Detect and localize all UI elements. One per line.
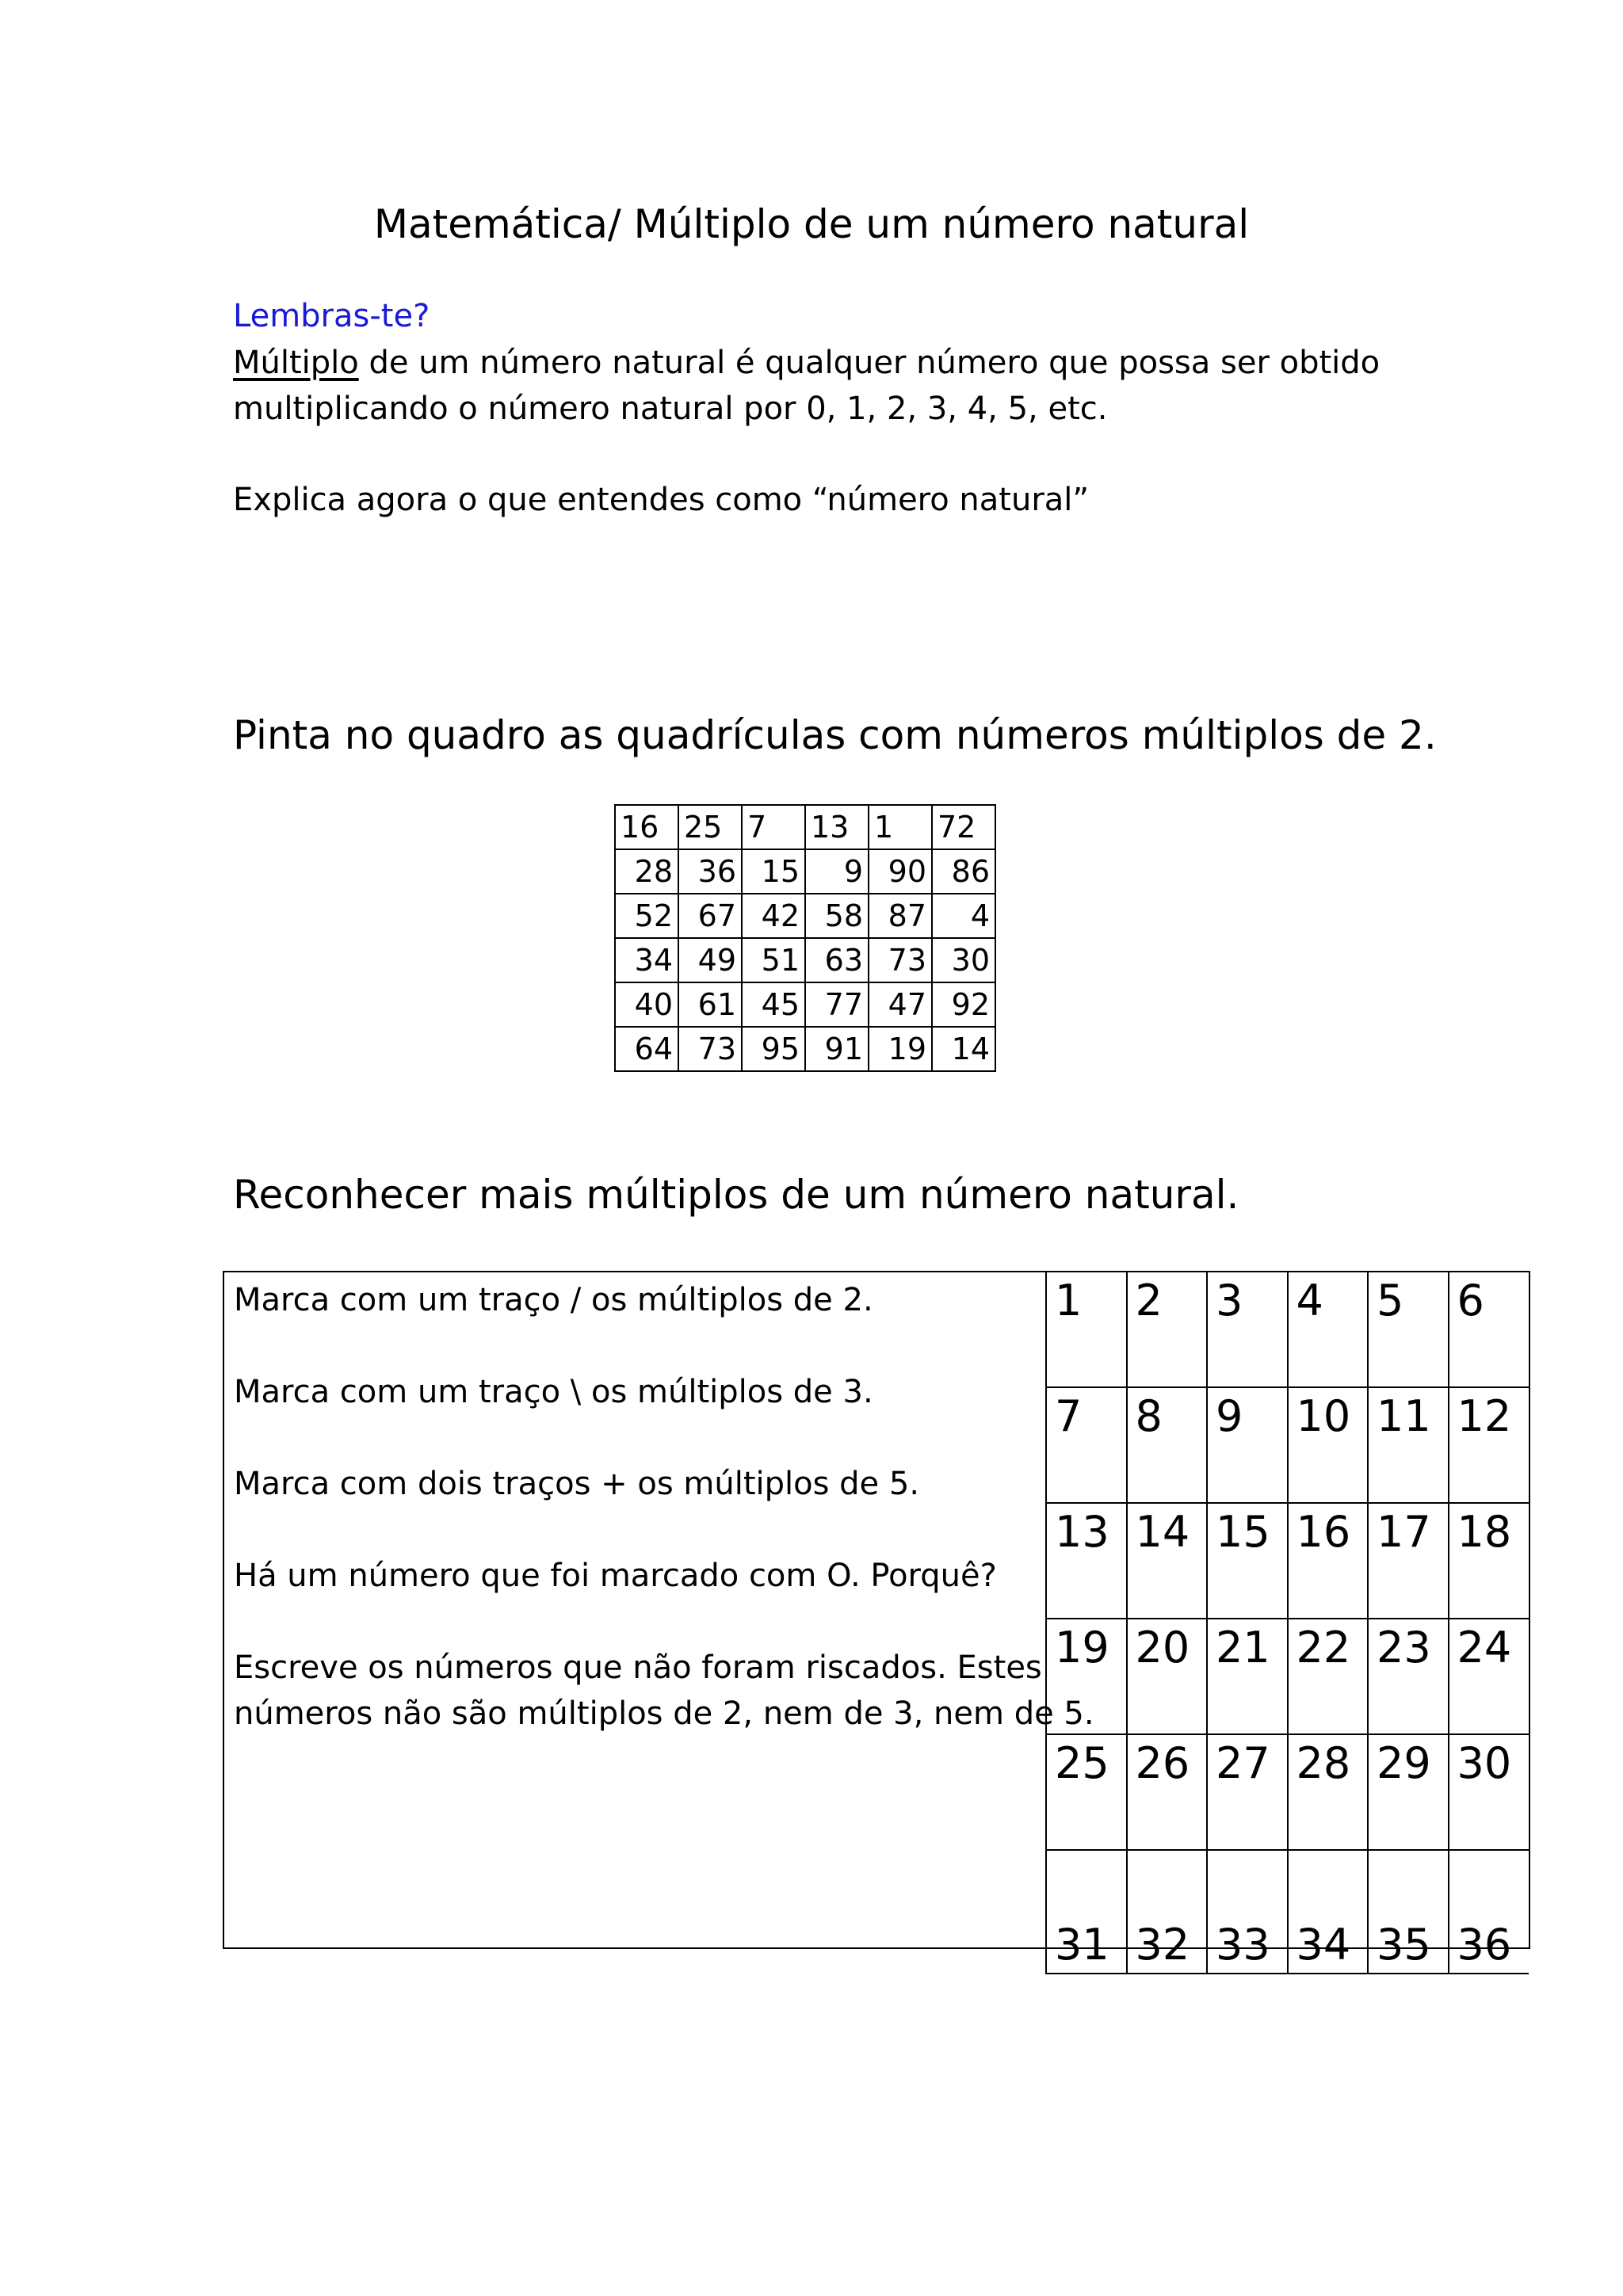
grid-cell[interactable]: 7 (742, 805, 805, 849)
grid-cell[interactable]: 73 (869, 938, 932, 982)
multiples-of-2-grid (614, 804, 996, 1072)
grid-cell[interactable]: 33 (1207, 1850, 1288, 1974)
grid-cell[interactable]: 28 (615, 849, 678, 894)
grid-cell[interactable]: 90 (869, 849, 932, 894)
instruction-multiples-3: Marca com um traço \ os múltiplos de 3. (234, 1374, 873, 1410)
definition-line-1 (233, 340, 1380, 386)
exercise2-box (223, 1271, 1530, 1970)
grid-row (615, 938, 995, 982)
grid-row (615, 1027, 995, 1071)
grid-cell[interactable]: 25 (678, 805, 742, 849)
grid-cell[interactable]: 24 (1449, 1619, 1529, 1734)
grid-cell[interactable]: 45 (742, 982, 805, 1027)
grid-row (1046, 1619, 1529, 1734)
grid-row (1046, 1272, 1529, 1387)
grid-cell[interactable]: 32 (1127, 1850, 1208, 1974)
grid-row (615, 894, 995, 938)
grid-cell[interactable]: 52 (615, 894, 678, 938)
grid-cell[interactable]: 61 (678, 982, 742, 1027)
exercise1-heading: Pinta no quadro as quadrículas com números múltiplos de 2. (233, 712, 1437, 758)
natural-number-question: Explica agora o que entendes como “número natural” (233, 482, 1090, 518)
grid-cell[interactable]: 6 (1449, 1272, 1529, 1387)
definition-line-2: multiplicando o número natural por 0, 1, 2, 3, 4, 5, etc. (233, 391, 1108, 427)
grid-cell[interactable]: 30 (932, 938, 995, 982)
grid-row (615, 982, 995, 1027)
grid-cell[interactable]: 77 (805, 982, 869, 1027)
grid-cell[interactable]: 8 (1127, 1387, 1208, 1503)
grid-cell[interactable]: 14 (1127, 1503, 1208, 1619)
grid-cell[interactable]: 25 (1046, 1734, 1127, 1850)
grid-cell[interactable]: 36 (678, 849, 742, 894)
grid-cell[interactable]: 17 (1368, 1503, 1449, 1619)
grid-cell[interactable]: 34 (1288, 1850, 1369, 1974)
grid-cell[interactable]: 29 (1368, 1734, 1449, 1850)
grid-cell[interactable]: 72 (932, 805, 995, 849)
grid-cell[interactable]: 1 (1046, 1272, 1127, 1387)
instruction-write-unmarked-1: Escreve os números que não foram riscados. Estes (234, 1650, 1042, 1686)
grid-cell[interactable]: 3 (1207, 1272, 1288, 1387)
grid-cell[interactable]: 5 (1368, 1272, 1449, 1387)
grid-cell[interactable]: 13 (805, 805, 869, 849)
grid-cell[interactable]: 15 (1207, 1503, 1288, 1619)
grid-cell[interactable]: 16 (1288, 1503, 1369, 1619)
grid-cell[interactable]: 40 (615, 982, 678, 1027)
grid-cell[interactable]: 36 (1449, 1850, 1529, 1974)
grid-cell[interactable]: 22 (1288, 1619, 1369, 1734)
grid-cell[interactable]: 18 (1449, 1503, 1529, 1619)
grid-cell[interactable]: 86 (932, 849, 995, 894)
grid-row (1046, 1503, 1529, 1619)
grid-cell[interactable]: 14 (932, 1027, 995, 1071)
grid-cell[interactable]: 91 (805, 1027, 869, 1071)
grid-cell[interactable]: 87 (869, 894, 932, 938)
grid-cell[interactable]: 63 (805, 938, 869, 982)
grid-cell[interactable]: 21 (1207, 1619, 1288, 1734)
grid-cell[interactable]: 34 (615, 938, 678, 982)
grid-cell[interactable]: 12 (1449, 1387, 1529, 1503)
grid-cell[interactable]: 42 (742, 894, 805, 938)
grid-cell[interactable]: 58 (805, 894, 869, 938)
grid-cell[interactable]: 49 (678, 938, 742, 982)
grid-cell[interactable]: 9 (805, 849, 869, 894)
grid-row (1046, 1850, 1529, 1974)
grid-cell[interactable]: 31 (1046, 1850, 1127, 1974)
grid-row (615, 849, 995, 894)
grid-cell[interactable]: 4 (1288, 1272, 1369, 1387)
grid-cell[interactable]: 28 (1288, 1734, 1369, 1850)
grid-cell[interactable]: 23 (1368, 1619, 1449, 1734)
grid-row (1046, 1387, 1529, 1503)
instruction-write-unmarked-2: números não são múltiplos de 2, nem de 3, nem de 5. (234, 1695, 1094, 1732)
grid-cell[interactable]: 13 (1046, 1503, 1127, 1619)
grid-cell[interactable]: 20 (1127, 1619, 1208, 1734)
grid-cell[interactable]: 11 (1368, 1387, 1449, 1503)
grid-cell[interactable]: 92 (932, 982, 995, 1027)
grid-cell[interactable]: 26 (1127, 1734, 1208, 1850)
grid-cell[interactable]: 10 (1288, 1387, 1369, 1503)
grid-cell[interactable]: 35 (1368, 1850, 1449, 1974)
grid-row (615, 805, 995, 849)
page-title: Matemática/ Múltiplo de um número natural (373, 201, 1250, 247)
grid-cell[interactable]: 73 (678, 1027, 742, 1071)
grid-cell[interactable]: 30 (1449, 1734, 1529, 1850)
definition-term: Múltiplo (233, 345, 359, 381)
numbers-1-36-grid (1045, 1271, 1529, 1974)
reminder-label: Lembras-te? (233, 298, 430, 334)
grid-cell[interactable]: 27 (1207, 1734, 1288, 1850)
instruction-multiples-2: Marca com um traço / os múltiplos de 2. (234, 1282, 873, 1318)
grid-cell[interactable]: 7 (1046, 1387, 1127, 1503)
definition-text: de um número natural é qualquer número que possa ser obtido (358, 345, 1381, 381)
grid-cell[interactable]: 19 (869, 1027, 932, 1071)
grid-cell[interactable]: 9 (1207, 1387, 1288, 1503)
grid-cell[interactable]: 67 (678, 894, 742, 938)
grid-cell[interactable]: 4 (932, 894, 995, 938)
instruction-circle-question: Há um número que foi marcado com O. Porquê? (234, 1558, 997, 1594)
grid-cell[interactable]: 16 (615, 805, 678, 849)
instruction-multiples-5: Marca com dois traços + os múltiplos de 5. (234, 1466, 920, 1502)
grid-cell[interactable]: 1 (869, 805, 932, 849)
grid-cell[interactable]: 64 (615, 1027, 678, 1071)
grid-cell[interactable]: 51 (742, 938, 805, 982)
grid-cell[interactable]: 95 (742, 1027, 805, 1071)
grid-cell[interactable]: 47 (869, 982, 932, 1027)
grid-cell[interactable]: 15 (742, 849, 805, 894)
grid-cell[interactable]: 19 (1046, 1619, 1127, 1734)
grid-cell[interactable]: 2 (1127, 1272, 1208, 1387)
grid-row (1046, 1734, 1529, 1850)
exercise2-heading: Reconhecer mais múltiplos de um número natural. (233, 1172, 1239, 1218)
